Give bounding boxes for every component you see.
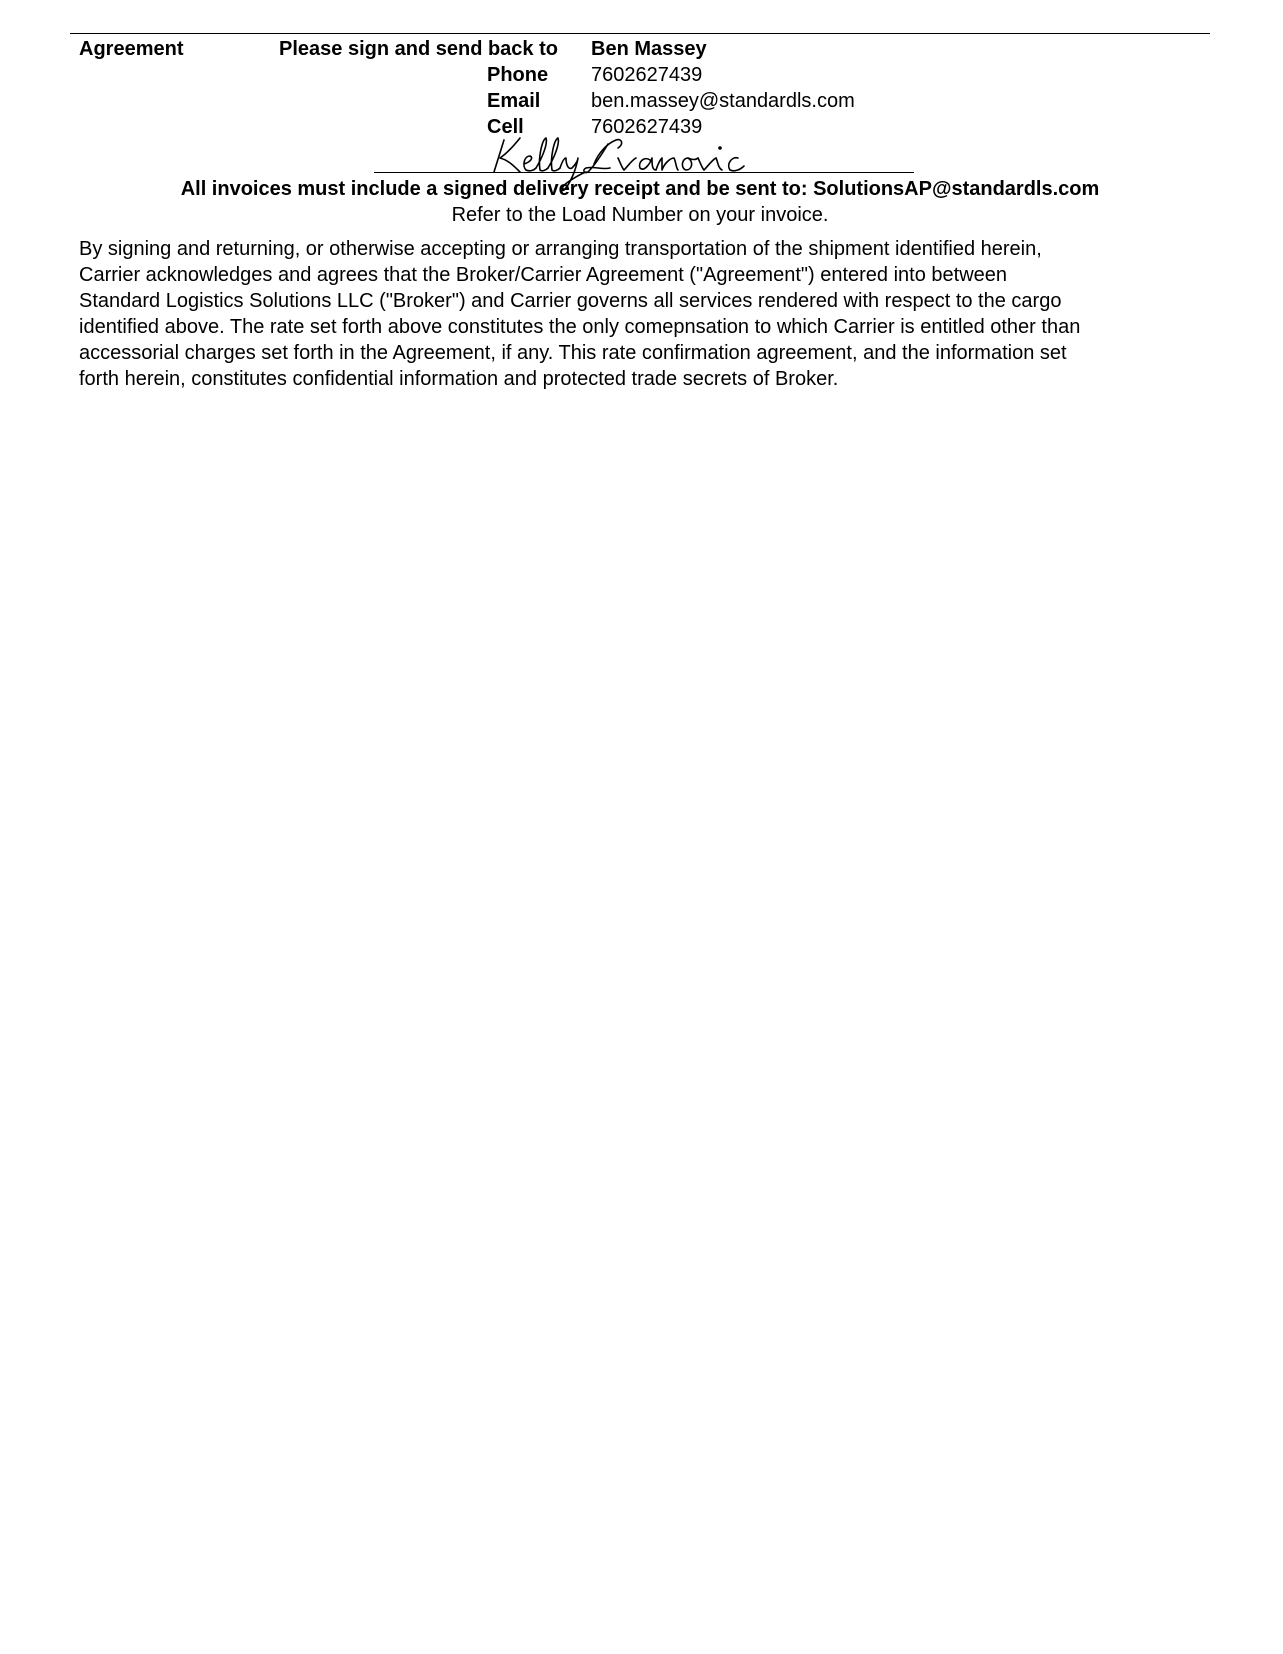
sign-prompt: Please sign and send back to xyxy=(279,38,558,60)
phone-value: 7602627439 xyxy=(591,64,703,86)
email-value: ben.massey@standardls.com xyxy=(591,90,855,112)
terms-line: identified above. The rate set forth above constitutes the only comepnsation to which Carrier is entitled other than xyxy=(79,316,1081,338)
contact-name: Ben Massey xyxy=(591,38,707,60)
email-label: Email xyxy=(487,90,541,112)
terms-line: By signing and returning, or otherwise accepting or arranging transportation of the shipment identified herein, xyxy=(79,238,1042,260)
terms-paragraph xyxy=(79,236,1159,392)
top-divider xyxy=(70,33,1210,34)
load-number-note: Refer to the Load Number on your invoice. xyxy=(451,204,829,226)
section-label: Agreement xyxy=(79,38,184,60)
phone-label: Phone xyxy=(487,64,549,86)
terms-line: Carrier acknowledges and agrees that the Broker/Carrier Agreement ("Agreement") entered into between xyxy=(79,264,1008,286)
cell-value: 7602627439 xyxy=(591,116,703,138)
invoice-requirement: All invoices must include a signed delivery receipt and be sent to: SolutionsAP@standardls.com xyxy=(180,178,1100,200)
terms-line: Standard Logistics Solutions LLC ("Broker") and Carrier governs all services rendered with respect to the cargo xyxy=(79,290,1062,312)
terms-line: forth herein, constitutes confidential information and protected trade secrets of Broker. xyxy=(79,368,839,390)
terms-line: accessorial charges set forth in the Agreement, if any. This rate confirmation agreement, and the information set xyxy=(79,342,1067,364)
cell-label: Cell xyxy=(487,116,524,138)
